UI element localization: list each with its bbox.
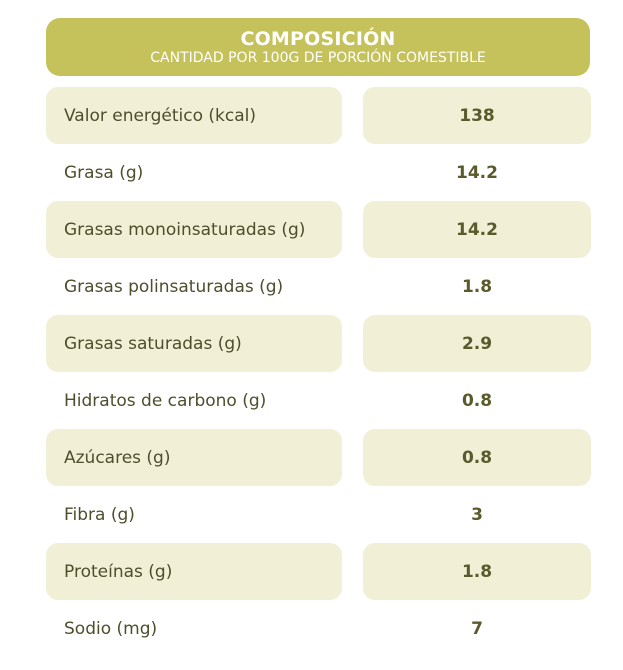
row-label: Azúcares (g): [46, 429, 342, 486]
table-row: [46, 144, 591, 201]
table-row: [46, 600, 591, 657]
table-row: [46, 429, 591, 486]
row-value: 0.8: [461, 390, 493, 411]
table-row: [46, 486, 591, 543]
header-title: COMPOSICIÓN: [240, 27, 396, 50]
row-value: 3: [471, 504, 483, 525]
row-value: 2.9: [363, 315, 591, 372]
nutrition-table: [46, 87, 591, 657]
table-row: [46, 258, 591, 315]
row-label: Hidratos de carbono (g): [64, 390, 267, 411]
row-value: 14.2: [363, 201, 591, 258]
row-value: 14.2: [456, 162, 498, 183]
row-label: Grasas monoinsaturadas (g): [46, 201, 342, 258]
row-value: 138: [363, 87, 591, 144]
row-value: 0.8: [363, 429, 591, 486]
row-value: 1.8: [363, 543, 591, 600]
table-row: [46, 372, 591, 429]
table-row: [46, 201, 591, 258]
table-row: [46, 543, 591, 600]
header-subtitle: CANTIDAD POR 100G DE PORCIÓN COMESTIBLE: [150, 49, 486, 66]
composition-header: [46, 18, 590, 76]
row-label: Grasas polinsaturadas (g): [64, 276, 284, 297]
row-value: 7: [471, 618, 483, 639]
row-label: Proteínas (g): [46, 543, 342, 600]
table-row: [46, 87, 591, 144]
row-label: Sodio (mg): [64, 618, 158, 639]
row-value: 1.8: [461, 276, 493, 297]
row-label: Grasas saturadas (g): [46, 315, 342, 372]
row-label: Grasa (g): [64, 162, 144, 183]
row-label: Fibra (g): [64, 504, 135, 525]
table-row: [46, 315, 591, 372]
row-label: Valor energético (kcal): [46, 87, 342, 144]
